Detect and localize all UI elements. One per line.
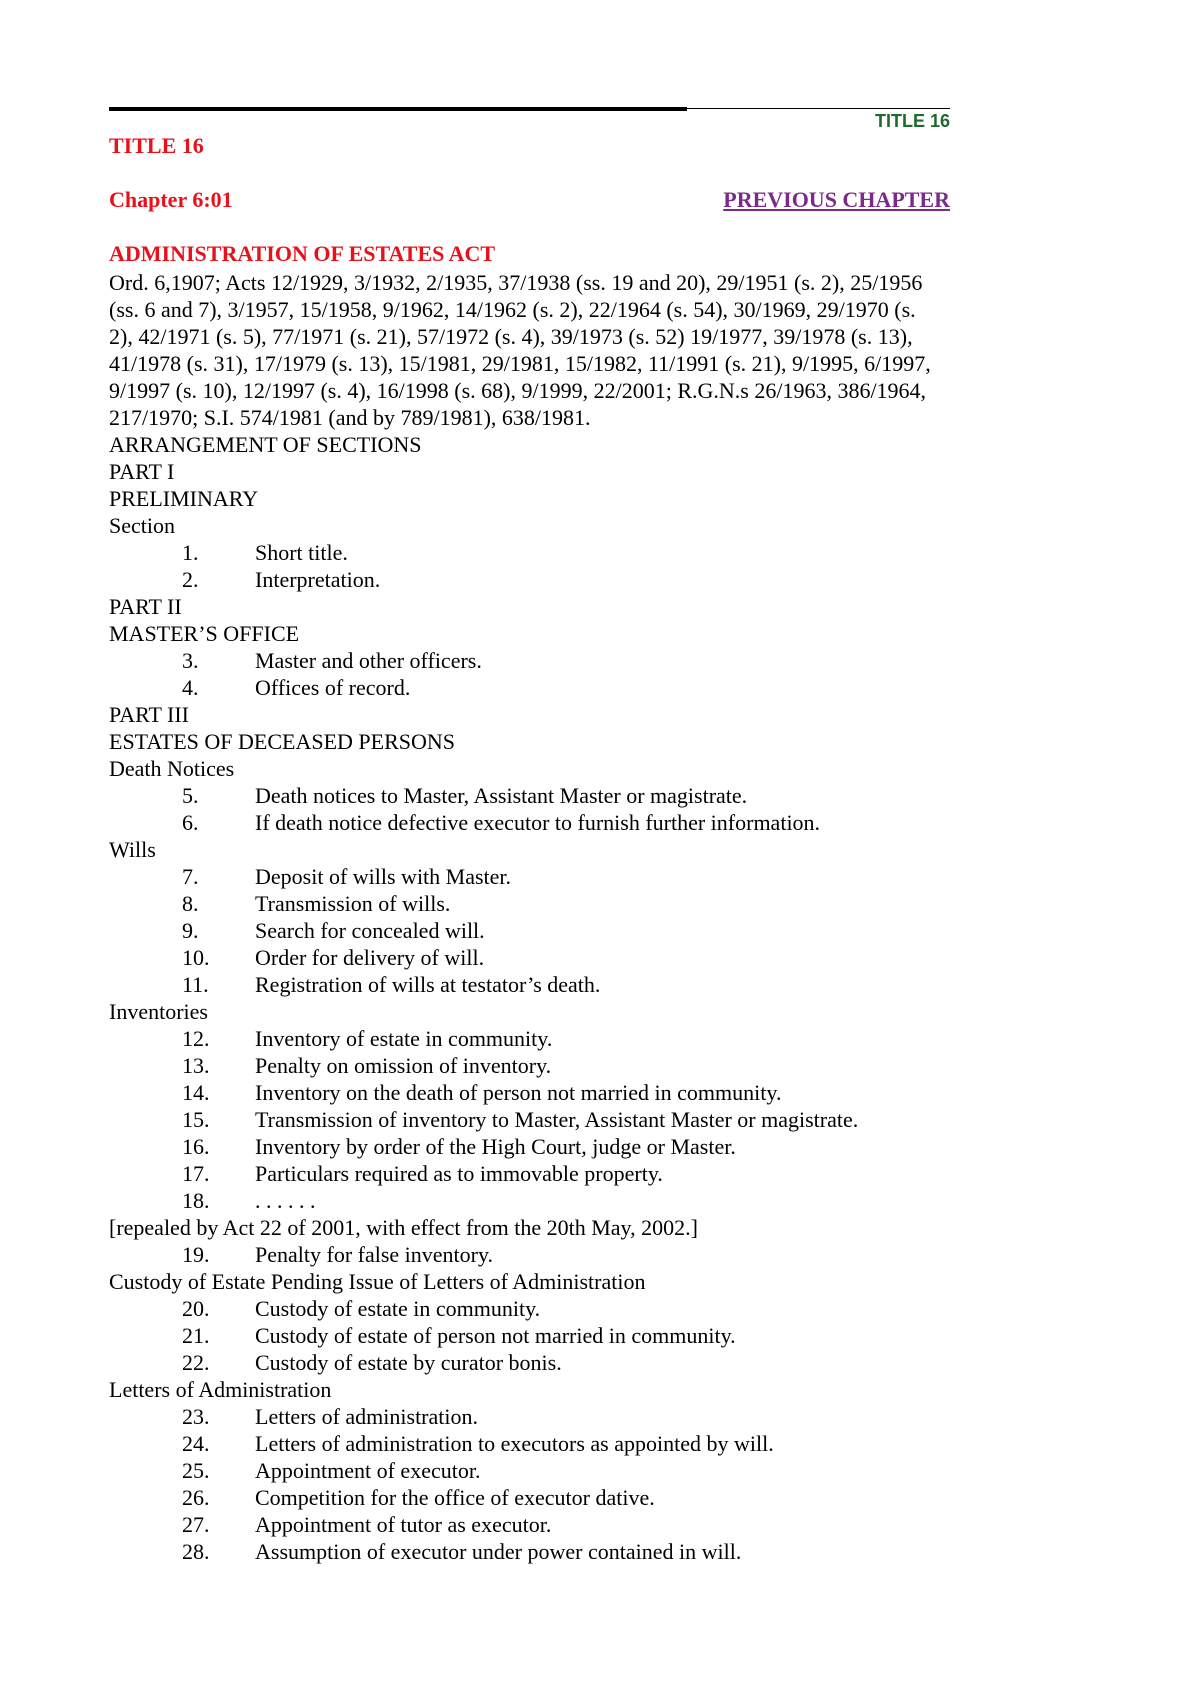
section-title: Particulars required as to immovable property. (255, 1161, 663, 1186)
section-title: Search for concealed will. (255, 918, 485, 943)
section-title: Registration of wills at testator’s death. (255, 972, 601, 997)
list-item (109, 1484, 939, 1511)
section-number: 7. (182, 864, 199, 889)
section-heading: PART III (109, 702, 189, 727)
section-title: Inventory on the death of person not married in community. (255, 1080, 782, 1105)
document-body (109, 269, 939, 1565)
section-number: 4. (182, 675, 199, 700)
section-number: 16. (182, 1134, 210, 1159)
section-heading: Death Notices (109, 756, 235, 781)
section-title: Order for delivery of will. (255, 945, 485, 970)
list-item (109, 863, 939, 890)
section-number: 14. (182, 1080, 210, 1105)
section-number: 8. (182, 891, 199, 916)
section-heading: [repealed by Act 22 of 2001, with effect from the 20th May, 2002.] (109, 1215, 698, 1240)
section-title: Custody of estate of person not married in community. (255, 1323, 736, 1348)
list-item (109, 1322, 939, 1349)
section-title: . . . . . . (255, 1188, 316, 1213)
section-title: Short title. (255, 540, 348, 565)
list-item (109, 1457, 939, 1484)
section-number: 2. (182, 567, 199, 592)
section-heading: PART II (109, 594, 182, 619)
list-item (109, 782, 939, 809)
list-item (109, 809, 939, 836)
section-title: If death notice defective executor to furnish further information. (255, 810, 821, 835)
list-item (109, 1403, 939, 1430)
section-number: 9. (182, 918, 199, 943)
section-title: Custody of estate by curator bonis. (255, 1350, 562, 1375)
section-heading: ESTATES OF DECEASED PERSONS (109, 729, 456, 754)
section-title: Death notices to Master, Assistant Master or magistrate. (255, 783, 748, 808)
list-item (109, 917, 939, 944)
section-heading: Wills (109, 837, 156, 862)
section-title: Penalty for false inventory. (255, 1242, 494, 1267)
section-number: 3. (182, 648, 199, 673)
list-item (109, 1133, 939, 1160)
section-title: Competition for the office of executor dative. (255, 1485, 655, 1510)
list-item (109, 890, 939, 917)
list-item (109, 944, 939, 971)
section-number: 15. (182, 1107, 210, 1132)
list-item (109, 1511, 939, 1538)
list-item (109, 566, 939, 593)
section-number: 26. (182, 1485, 210, 1510)
section-title: Inventory by order of the High Court, judge or Master. (255, 1134, 736, 1159)
section-title: Penalty on omission of inventory. (255, 1053, 552, 1078)
citation-paragraph: Ord. 6,1907; Acts 12/1929, 3/1932, 2/1935, 37/1938 (ss. 19 and 20), 29/1951 (s. 2), 25/1956 (ss. 6 and 7), 3/1957, 15/1958, 9/1962, 14/1962 (s. 2), 22/1964 (s. 54), 30/1969, 29/1970 (s. 2), 42/1971 (s. 5), 77/1971 (s. 21), 57/1972 (s. 4), 39/1973 (s. 52) 19/1977, 39/1978 (s. 13), 41/1978 (s. 31), 17/1979 (s. 13), 15/1981, 29/1981, 15/1982, 11/1991 (s. 21), 9/1995, 6/1997, 9/1997 (s. 10), 12/1997 (s. 4), 16/1998 (s. 68), 9/1999, 22/2001; R.G.N.s 26/1963, 386/1964, 217/1970; S.I. 574/1981 (and by 789/1981), 638/1981. (109, 270, 931, 430)
list-item (109, 1538, 939, 1565)
section-number: 23. (182, 1404, 210, 1429)
section-number: 18. (182, 1188, 210, 1213)
list-item (109, 647, 939, 674)
chapter-label: Chapter 6:01 (109, 187, 233, 212)
section-title: Letters of administration to executors as appointed by will. (255, 1431, 774, 1456)
section-title: Letters of administration. (255, 1404, 478, 1429)
section-title: Appointment of executor. (255, 1458, 481, 1483)
list-item (109, 1025, 939, 1052)
page-title: TITLE 16 (109, 133, 204, 158)
section-heading: Inventories (109, 999, 208, 1024)
section-heading: ARRANGEMENT OF SECTIONS (109, 432, 422, 457)
list-item (109, 674, 939, 701)
section-title: Offices of record. (255, 675, 411, 700)
section-heading: PRELIMINARY (109, 486, 259, 511)
list-item (109, 1106, 939, 1133)
section-heading: Custody of Estate Pending Issue of Letters of Administration (109, 1269, 646, 1294)
list-item (109, 1187, 939, 1214)
section-number: 28. (182, 1539, 210, 1564)
header-rule-thin (687, 108, 950, 109)
section-number: 6. (182, 810, 199, 835)
section-number: 17. (182, 1161, 210, 1186)
list-item (109, 1079, 939, 1106)
section-number: 12. (182, 1026, 210, 1051)
section-number: 1. (182, 540, 199, 565)
section-heading: MASTER’S OFFICE (109, 621, 300, 646)
arrangement-of-sections (109, 431, 939, 1565)
section-number: 21. (182, 1323, 210, 1348)
section-title: Transmission of wills. (255, 891, 451, 916)
running-header: TITLE 16 (874, 111, 950, 131)
list-item (109, 1430, 939, 1457)
section-title: Master and other officers. (255, 648, 482, 673)
section-number: 27. (182, 1512, 210, 1537)
section-title: Custody of estate in community. (255, 1296, 541, 1321)
section-heading: Letters of Administration (109, 1377, 332, 1402)
section-number: 10. (182, 945, 210, 970)
act-title: ADMINISTRATION OF ESTATES ACT (109, 241, 496, 266)
section-number: 24. (182, 1431, 210, 1456)
section-number: 5. (182, 783, 199, 808)
section-number: 11. (182, 972, 209, 997)
list-item (109, 1241, 939, 1268)
list-item (109, 971, 939, 998)
list-item (109, 1349, 939, 1376)
section-heading: PART I (109, 459, 175, 484)
header-rule-thick (109, 107, 687, 111)
list-item (109, 1295, 939, 1322)
list-item (109, 1160, 939, 1187)
list-item (109, 539, 939, 566)
section-title: Interpretation. (255, 567, 381, 592)
section-heading: Section (109, 513, 175, 538)
previous-chapter-link[interactable]: PREVIOUS CHAPTER (723, 187, 950, 212)
section-number: 19. (182, 1242, 210, 1267)
section-title: Appointment of tutor as executor. (255, 1512, 552, 1537)
list-item (109, 1052, 939, 1079)
section-number: 22. (182, 1350, 210, 1375)
section-number: 25. (182, 1458, 210, 1483)
section-title: Deposit of wills with Master. (255, 864, 512, 889)
section-title: Assumption of executor under power contained in will. (255, 1539, 742, 1564)
section-title: Transmission of inventory to Master, Assistant Master or magistrate. (255, 1107, 859, 1132)
section-number: 20. (182, 1296, 210, 1321)
section-number: 13. (182, 1053, 210, 1078)
section-title: Inventory of estate in community. (255, 1026, 553, 1051)
